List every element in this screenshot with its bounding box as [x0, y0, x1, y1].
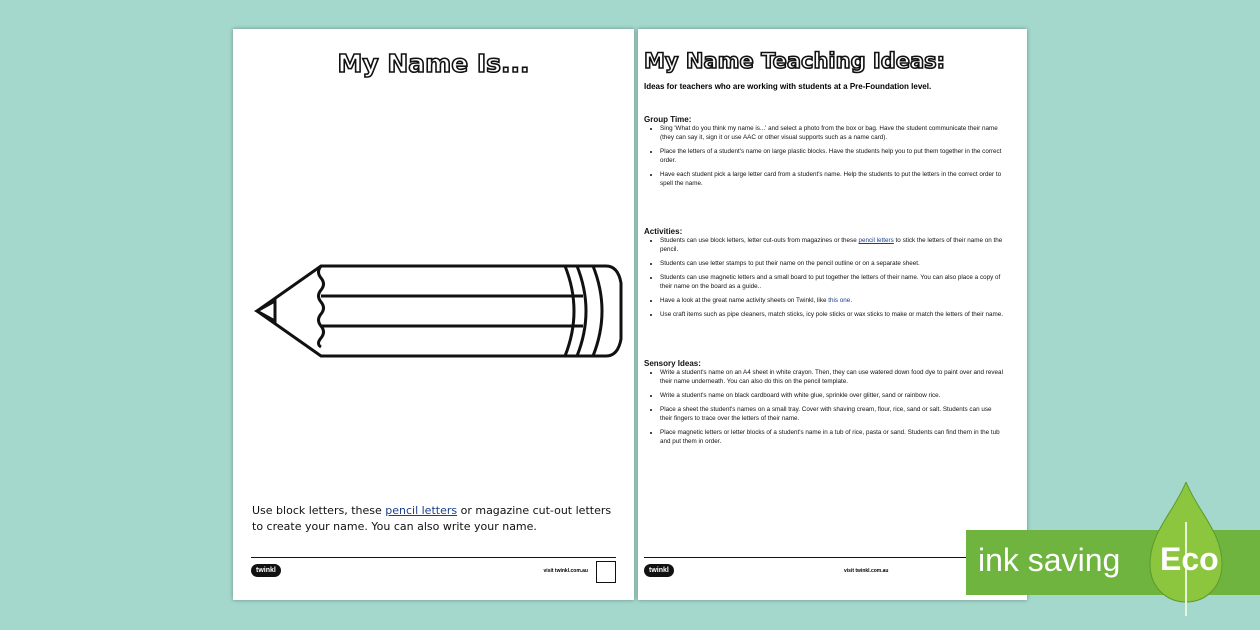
page-title: My Name Teaching Ideas:	[644, 49, 946, 73]
pencil-outline	[253, 263, 623, 359]
list-item: • Place a sheet the student's names on a small tray. Cover with shaving cream, flour, rice, sand or salt. Students can use their fingers to trace over the letters of their name.	[660, 405, 1004, 423]
section-heading: Sensory Ideas:	[644, 359, 701, 368]
list-item: • Place the letters of a student's name on large plastic blocks. Have the students help you to put them together in the correct order.	[660, 147, 1004, 165]
list-item: • Students can use magnetic letters and a small board to put together the letters of their name. You can also place a copy of their name on the board as a guide..	[660, 273, 1004, 291]
list-item: • Students can use letter stamps to put their name on the pencil outline or on a separate sheet.	[660, 259, 1004, 268]
group-time-section	[644, 115, 1004, 193]
section-heading: Group Time:	[644, 115, 692, 124]
quality-badge-icon	[596, 561, 616, 583]
twinkl-logo: twinkl	[644, 564, 674, 577]
pencil-letters-link[interactable]: pencil letters	[385, 504, 458, 517]
list-item: • Sing 'What do you think my name is...' and select a photo from the box or bag. Have the student communicate their name (they can say it, sign it or use AAC or other visual supports such as a name card).	[660, 124, 1004, 142]
footer	[251, 557, 616, 574]
page-title: My Name Is...	[337, 49, 530, 78]
visit-text: visit twinkl.com.au	[844, 568, 889, 574]
eco-badge-label: Eco	[1160, 541, 1219, 577]
ink-saving-label: ink saving	[978, 542, 1121, 578]
this-one-link[interactable]: this one	[828, 297, 851, 304]
teaching-ideas-page	[638, 29, 1027, 600]
list-item: • Write a student's name on an A4 sheet in white crayon. Then, they can use watered down food dye to paint over and reveal their name underneath. You can also do this on the pencil template.	[660, 368, 1004, 386]
worksheet-page	[233, 29, 634, 600]
list-item: • Have each student pick a large letter card from a student's name. Help the students to put the letters in the correct order to spell the name.	[660, 170, 1004, 188]
instructions: Use block letters, these pencil letters or magazine cut-out letters to create your name. You can also write your name.	[252, 504, 612, 533]
list-item: • Place magnetic letters or letter blocks of a student's name in a tub of rice, pasta or sand. Students can find them in the tub and put them in order.	[660, 428, 1004, 446]
pencil-letters-link[interactable]: pencil letters	[858, 237, 894, 244]
twinkl-logo: twinkl	[251, 564, 281, 577]
list-item: • Have a look at the great name activity sheets on Twinkl, like this one.	[660, 296, 1004, 305]
list-item: • Write a student's name on black cardboard with white glue, sprinkle over glitter, sand or rainbow rice.	[660, 391, 1004, 400]
visit-text: visit twinkl.com.au	[543, 568, 588, 574]
list-item: • Use craft items such as pipe cleaners, match sticks, icy pole sticks or wax sticks to make or match the letters of their name.	[660, 310, 1004, 319]
sensory-section	[644, 359, 1004, 451]
footer	[644, 557, 1021, 574]
section-heading: Activities:	[644, 227, 683, 236]
activities-section	[644, 227, 1004, 324]
subtitle: Ideas for teachers who are working with students at a Pre-Foundation level.	[644, 82, 932, 91]
list-item: • Students can use block letters, letter cut-outs from magazines or these pencil letters to stick the letters of their name on the pencil.	[660, 236, 1004, 254]
